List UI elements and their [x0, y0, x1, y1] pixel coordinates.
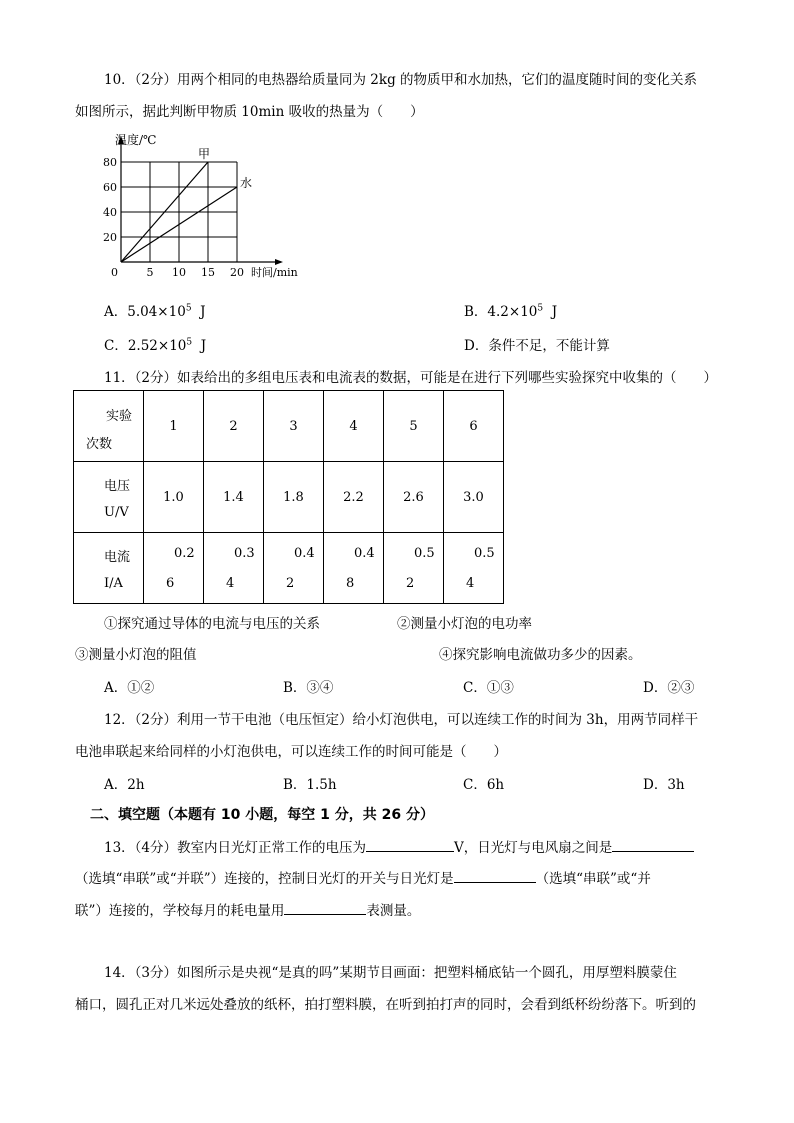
voltage-cell: 1.0 [144, 462, 204, 533]
current-main: 0.4 [354, 546, 375, 561]
q10-option-a[interactable] [104, 300, 206, 320]
q14-stem-line2: 桶口，圆孔正对几米远处叠放的纸杯，拍打塑料膜，在听到拍打声的同时，会看到纸杯纷纷落下。听到的 [75, 997, 696, 1013]
header-current-l2: I/A [104, 576, 123, 591]
table-header-current [74, 533, 144, 604]
q10-option-b-exp: 5 [537, 303, 544, 314]
voltage-cell: 3.0 [444, 462, 504, 533]
q13-line2 [75, 867, 651, 887]
trial-cell: 5 [384, 391, 444, 462]
current-tail: 8 [346, 576, 355, 591]
chart-origin-label: 0 [111, 266, 118, 279]
current-main: 0.4 [294, 546, 315, 561]
q10-option-b[interactable] [464, 300, 557, 320]
q12-stem-line1: 12．（2分）利用一节干电池（电压恒定）给小灯泡供电，可以连续工作的时间为 3h，用两节同样干 [104, 712, 699, 728]
current-cell [264, 533, 324, 604]
q11-option-a[interactable]: A．①② [104, 680, 155, 696]
current-tail: 4 [466, 576, 475, 591]
q11-item-4: ④探究影响电流做功多少的因素。 [439, 647, 642, 663]
q13-blank-4[interactable] [284, 900, 366, 915]
current-cell [324, 533, 384, 604]
q13-blank-1[interactable] [366, 837, 454, 852]
q12-option-c[interactable]: C．6h [463, 777, 505, 793]
q11-option-b[interactable]: B．③④ [283, 680, 334, 696]
q11-option-d[interactable]: D．②③ [643, 680, 695, 696]
q12-option-d[interactable]: D．3h [643, 777, 685, 793]
current-cell [384, 533, 444, 604]
table-header-voltage [74, 462, 144, 533]
q11-option-c[interactable]: C．①③ [463, 680, 514, 696]
voltage-cell: 1.4 [204, 462, 264, 533]
q12-option-a[interactable]: A．2h [104, 777, 145, 793]
q10-option-a-exp: 5 [185, 303, 192, 314]
section-title: 二、填空题（本题有 10 小题，每空 1 分，共 26 分） [90, 807, 434, 823]
header-trial-l2: 次数 [86, 437, 113, 452]
q11-item-1: ①探究通过导体的电流与电压的关系 [104, 616, 320, 632]
current-main: 0.3 [234, 546, 255, 561]
q11-item-2: ②测量小灯泡的电功率 [397, 616, 532, 632]
q10-stem-line1: 10．（2分）用两个相同的电热器给质量同为 2kg 的物质甲和水加热，它们的温度随时间的变化关系 [104, 72, 698, 88]
q13-l1a: 13．（4分）教室内日光灯正常工作的电压为 [104, 840, 367, 856]
q13-l3a: 联”）连接的，学校每月的耗电量用 [75, 903, 285, 919]
series-label: 水 [240, 176, 253, 190]
x-axis-arrow [275, 259, 283, 265]
trial-cell: 3 [264, 391, 324, 462]
trial-cell: 2 [204, 391, 264, 462]
chart-ylabel: 温度/℃ [115, 133, 157, 147]
current-main: 0.2 [174, 546, 195, 561]
current-main: 0.5 [414, 546, 435, 561]
q13-l3b: 表测量。 [366, 903, 421, 919]
q13-l2b: （选填“串联”或“并 [535, 871, 651, 887]
current-tail: 6 [166, 576, 175, 591]
voltage-cell: 2.6 [384, 462, 444, 533]
q10-option-d-text: D．条件不足，不能计算 [464, 338, 610, 354]
current-cell [444, 533, 504, 604]
q10-option-c-exp: 5 [186, 337, 193, 348]
current-tail: 4 [226, 576, 235, 591]
q10-option-b-unit: J [543, 304, 558, 320]
voltage-cell: 1.8 [264, 462, 324, 533]
q14-stem-line1: 14．（3分）如图所示是央视“是真的吗”某期节目画面：把塑料桶底钻一个圆孔，用厚塑料膜蒙住 [104, 965, 677, 981]
q13-l1b: V，日光灯与电风扇之间是 [454, 840, 613, 856]
q13-blank-3[interactable] [454, 868, 536, 883]
trial-cell: 6 [444, 391, 504, 462]
header-voltage-l1: 电压 [104, 479, 131, 494]
q10-stem-line2: 如图所示，据此判断甲物质 10min 吸收的热量为（ ） [75, 104, 424, 120]
x-tick-label: 5 [146, 266, 154, 279]
header-trial-l1: 实验 [106, 409, 133, 424]
x-tick-label: 15 [201, 266, 215, 279]
header-voltage-l2: U/V [104, 505, 129, 520]
q12-option-b[interactable]: B．1.5h [283, 777, 337, 793]
chart-xlabel: 时间/min [251, 266, 298, 279]
current-cell [204, 533, 264, 604]
x-tick-label: 10 [172, 266, 186, 279]
chart-grid [121, 162, 237, 262]
y-tick-label: 60 [103, 181, 117, 194]
y-tick-label: 40 [103, 206, 117, 219]
temperature-time-chart [95, 128, 310, 280]
current-tail: 2 [406, 576, 415, 591]
q12-stem-line2: 电池串联起来给同样的小灯泡供电，可以连续工作的时间可能是（ ） [75, 744, 507, 760]
q10-option-b-text: B．4.2×10 [464, 304, 538, 320]
q11-data-table [73, 390, 504, 604]
trial-cell: 1 [144, 391, 204, 462]
q10-option-a-unit: J [191, 304, 206, 320]
table-header-trial [74, 391, 144, 462]
q11-item-3: ③测量小灯泡的阻值 [75, 647, 197, 663]
q10-option-c-unit: J [192, 338, 207, 354]
q13-line3 [75, 899, 420, 919]
q13-line1 [104, 836, 694, 856]
series-label: 甲 [198, 147, 211, 161]
q11-stem: 11．（2分）如表给出的多组电压表和电流表的数据，可能是在进行下列哪些实验探究中收集的（ ） [104, 370, 718, 386]
header-current-l1: 电流 [104, 550, 131, 565]
q13-l2a: （选填“串联”或“并联”）连接的，控制日光灯的开关与日光灯是 [75, 871, 454, 887]
y-tick-label: 20 [103, 231, 117, 244]
y-tick-label: 80 [103, 156, 117, 169]
x-tick-label: 20 [230, 266, 244, 279]
q10-option-a-text: A．5.04×10 [104, 304, 186, 320]
q10-option-c[interactable] [104, 334, 206, 354]
current-cell [144, 533, 204, 604]
chart-series [121, 147, 252, 262]
q13-blank-2[interactable] [612, 837, 694, 852]
current-main: 0.5 [474, 546, 495, 561]
current-tail: 2 [286, 576, 295, 591]
q10-option-d[interactable] [464, 334, 610, 354]
trial-cell: 4 [324, 391, 384, 462]
q10-option-c-text: C．2.52×10 [104, 338, 187, 354]
voltage-cell: 2.2 [324, 462, 384, 533]
